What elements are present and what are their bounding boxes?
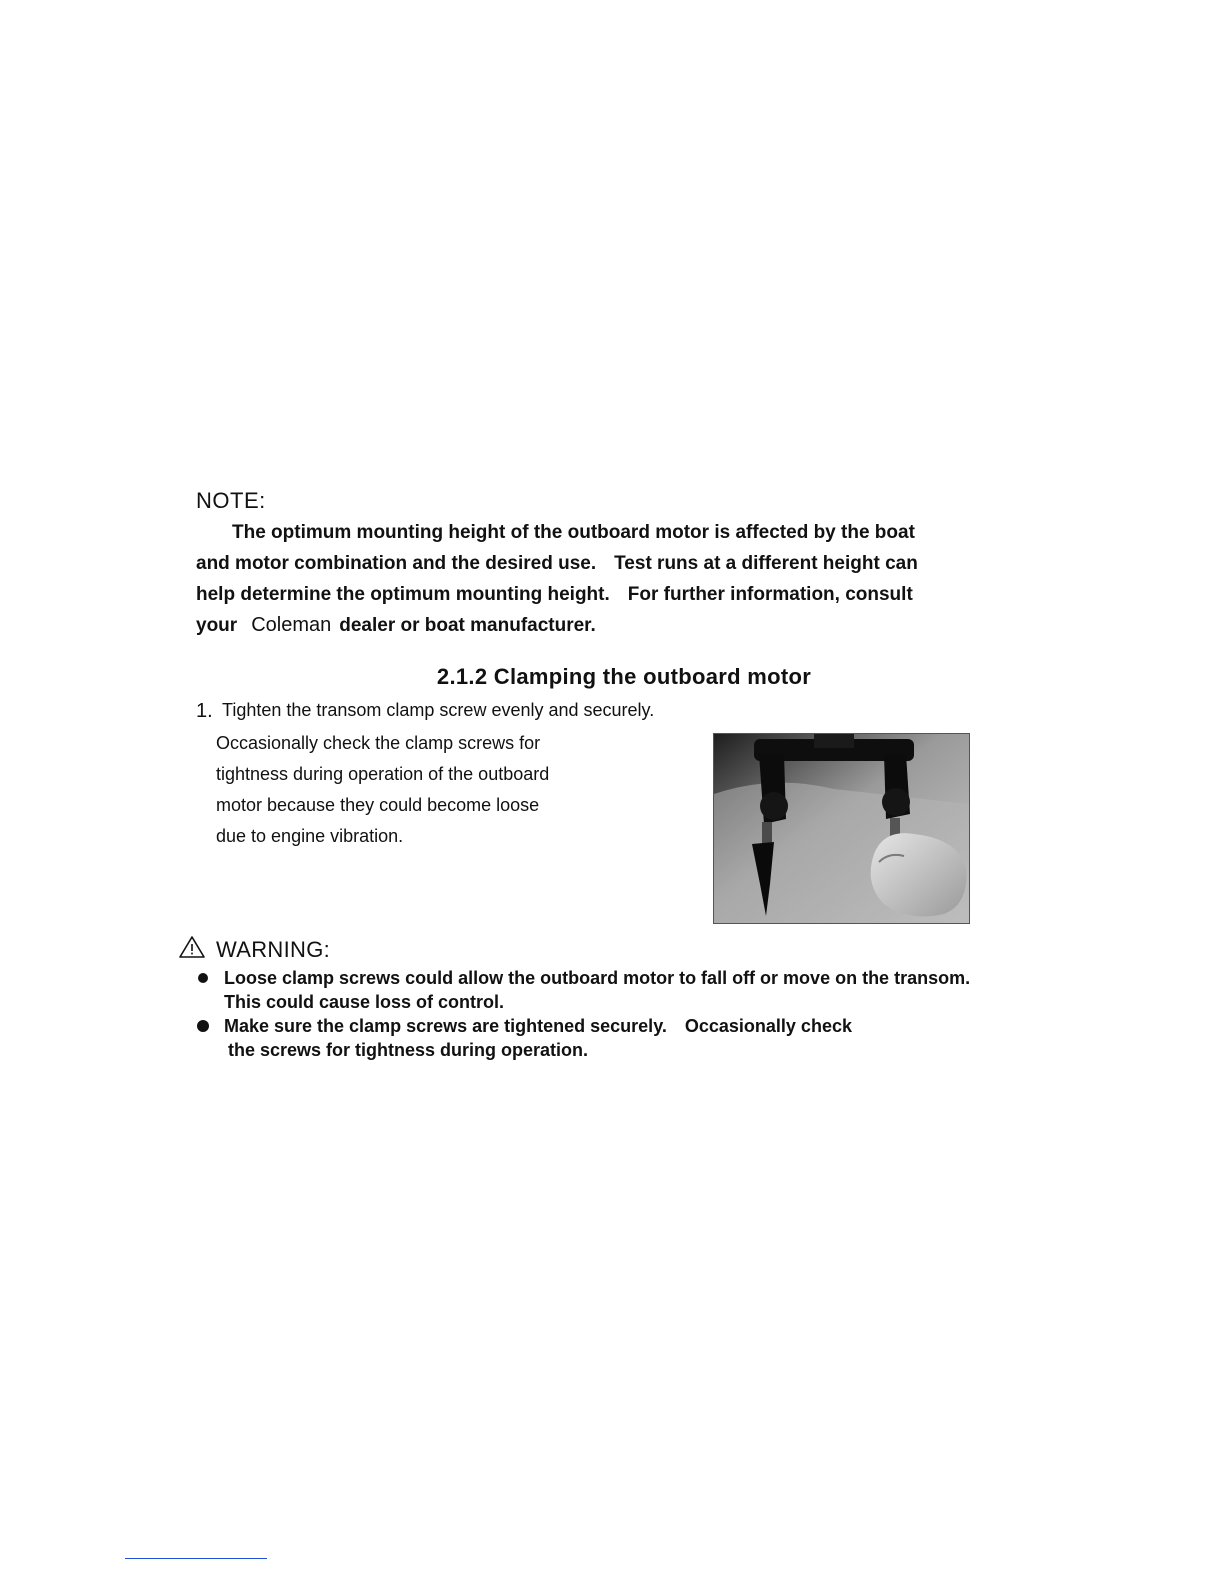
step-line: motor because they could become loose [216, 795, 540, 815]
note-line-4 [196, 610, 996, 641]
transom-clamp-photo [713, 733, 970, 924]
bullet-icon [198, 973, 208, 983]
step-line: due to engine vibration. [216, 826, 404, 846]
note-line-2a: and motor combination and the desired use. [196, 553, 597, 574]
warning-item-line-part: Make sure the clamp screws are tightened securely. [224, 1016, 667, 1036]
note-line-3 [196, 579, 996, 610]
brand-name: Coleman [251, 614, 332, 636]
clamp-photo-illustration [714, 734, 969, 923]
note-line-3a: help determine the optimum mounting height. [196, 584, 610, 605]
step-line: Occasionally check the clamp screws for [216, 733, 541, 753]
warning-item-line: This could cause loss of control. [224, 992, 505, 1012]
note-line-4-prefix: your [196, 615, 238, 636]
warning-triangle-icon [178, 935, 206, 964]
bullet-icon [197, 1020, 209, 1032]
note-line-1: The optimum mounting height of the outboard motor is affected by the boat [232, 522, 915, 543]
warning-item-line-part: Occasionally check [684, 1016, 852, 1036]
note-line-2 [196, 548, 996, 579]
section-heading: 2.1.2 Clamping the outboard motor [436, 664, 812, 689]
warning-item [196, 966, 1116, 1014]
warning-list [196, 966, 1116, 1062]
warning-item [196, 1014, 1116, 1062]
step-first-line: Tighten the transom clamp screw evenly and securely. [222, 700, 655, 720]
step-description [216, 728, 636, 852]
warning-header [178, 935, 330, 964]
note-line-4-suffix: dealer or boat manufacturer. [339, 615, 596, 636]
warning-item-line [224, 1014, 1116, 1038]
step-line: tightness during operation of the outboard [216, 764, 550, 784]
step-number: 1. [196, 700, 213, 722]
note-line-2b: Test runs at a different height can [614, 553, 918, 574]
note-body [196, 517, 996, 641]
footnote-rule [125, 1558, 267, 1559]
note-title: NOTE: [196, 488, 266, 513]
warning-title: WARNING: [216, 936, 331, 962]
warning-item-line: the screws for tightness during operation. [228, 1040, 589, 1060]
warning-item-line: Loose clamp screws could allow the outboard motor to fall off or move on the transom. [224, 968, 971, 988]
note-line-3b: For further information, consult [627, 584, 913, 605]
